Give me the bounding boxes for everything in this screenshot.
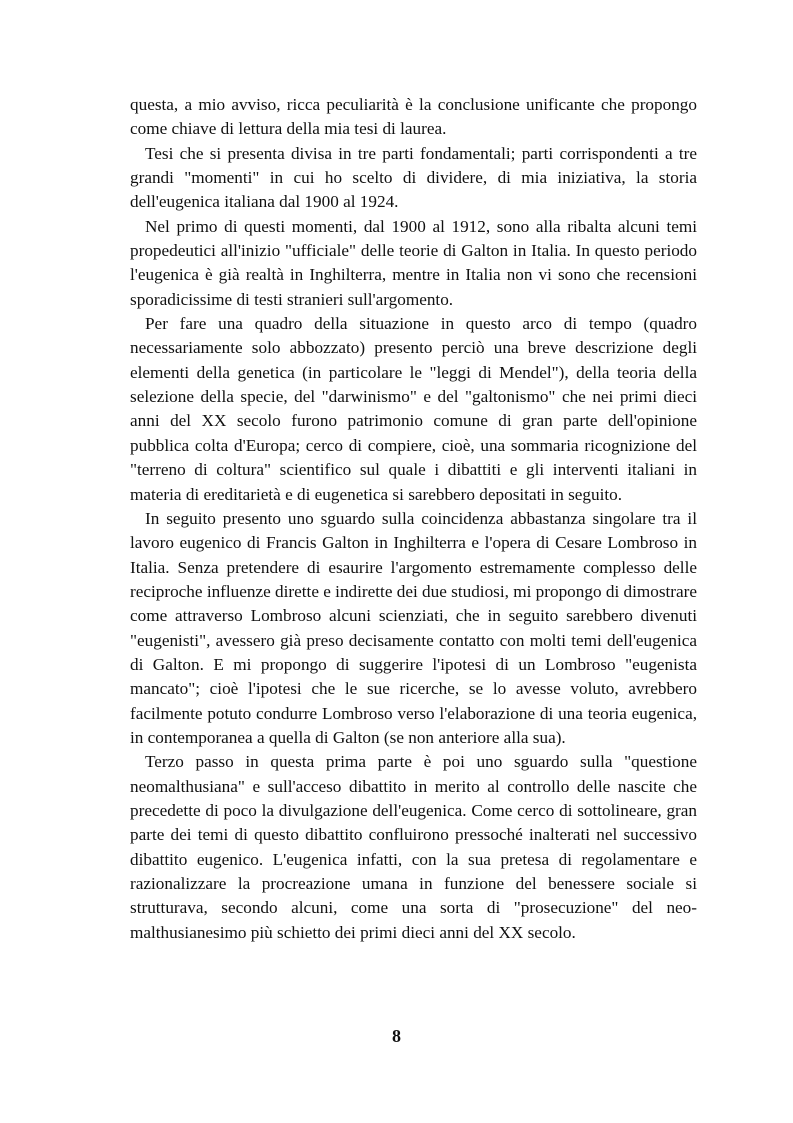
- paragraph-continuation: questa, a mio avviso, ricca peculiarità è la conclusione unificante che propongo come chiave di lettura della mia tesi di laurea.: [130, 95, 697, 139]
- paragraph-thesis-structure: Tesi che si presenta divisa in tre parti fondamentali; parti corrispondenti a tre grandi "momenti" in cui ho scelto di dividere, di mia iniziativa, la storia dell'eugenica italiana dal 1900 al 1924.: [130, 143, 697, 212]
- paragraph-galton-lombroso: In seguito presento uno sguardo sulla coincidenza abbastanza singolare tra il lavoro eugenico di Francis Galton in Inghilterra e l'opera di Cesare Lombroso in Italia. Senza pretendere di esaurire l'argomento estremamente complesso delle reciproche influenze dirette e indirette dei due studiosi, mi propongo di dimostrare come attraverso Lombroso alcuni scienziati, che in seguito sarebbero divenuti "eugenisti", avessero già preso decisamente contatto con molti temi dell'eugenica di Galton. E mi propongo di suggerire l'ipotesi di un Lombroso "eugenista mancato"; cioè l'ipotesi che le sue ricerche, se lo avesse voluto, avrebbero facilmente potuto condurre Lombroso verso l'elaborazione di una teoria eugenica, in contemporanea a quella di Galton (se non anteriore alla sua).: [130, 508, 698, 747]
- paragraph-genetics-overview: Per fare una quadro della situazione in questo arco di tempo (quadro necessariamente solo abbozzato) presento perciò una breve descrizione degli elementi della genetica (in particolare le "leggi di Mendel"), della teoria della selezione della specie, del "darwinismo" e del "galtonismo" che nei primi dieci anni del XX secolo furono patrimonio comune di gran parte dell'opinione pubblica colta d'Europa; cerco di compiere, cioè, una sommaria ricognizione del "terreno di coltura" scientifico sul quale i dibattiti e gli interventi italiani in materia di ereditarietà e di eugenetica si sarebbero depositati in seguito.: [130, 314, 697, 504]
- body-text: [130, 93, 697, 945]
- paragraph-neomalthusian: Terzo passo in questa prima parte è poi uno sguardo sulla "questione neomalthusiana" e sull'acceso dibattito in merito al controllo delle nascite che precedette di poco la divulgazione dell'eugenica. Come cerco di sottolineare, gran parte dei temi di questo dibattito confluirono pressoché inalterati nel successivo dibattito eugenico. L'eugenica infatti, con la sua pretesa di regolamentare e razionalizzare la procreazione umana in funzione del benessere sociale si strutturava, secondo alcuni, come una sorta di "prosecuzione" del neo-malthusianesimo più schietto dei primi dieci anni del XX secolo.: [130, 752, 697, 942]
- paragraph-first-moment: Nel primo di questi momenti, dal 1900 al 1912, sono alla ribalta alcuni temi propedeutici all'inizio "ufficiale" delle teorie di Galton in Italia. In questo periodo l'eugenica è già realtà in Inghilterra, mentre in Italia non vi sono che recensioni sporadicissime di testi stranieri sull'argomento.: [130, 216, 697, 309]
- page-number: 8: [392, 1026, 401, 1046]
